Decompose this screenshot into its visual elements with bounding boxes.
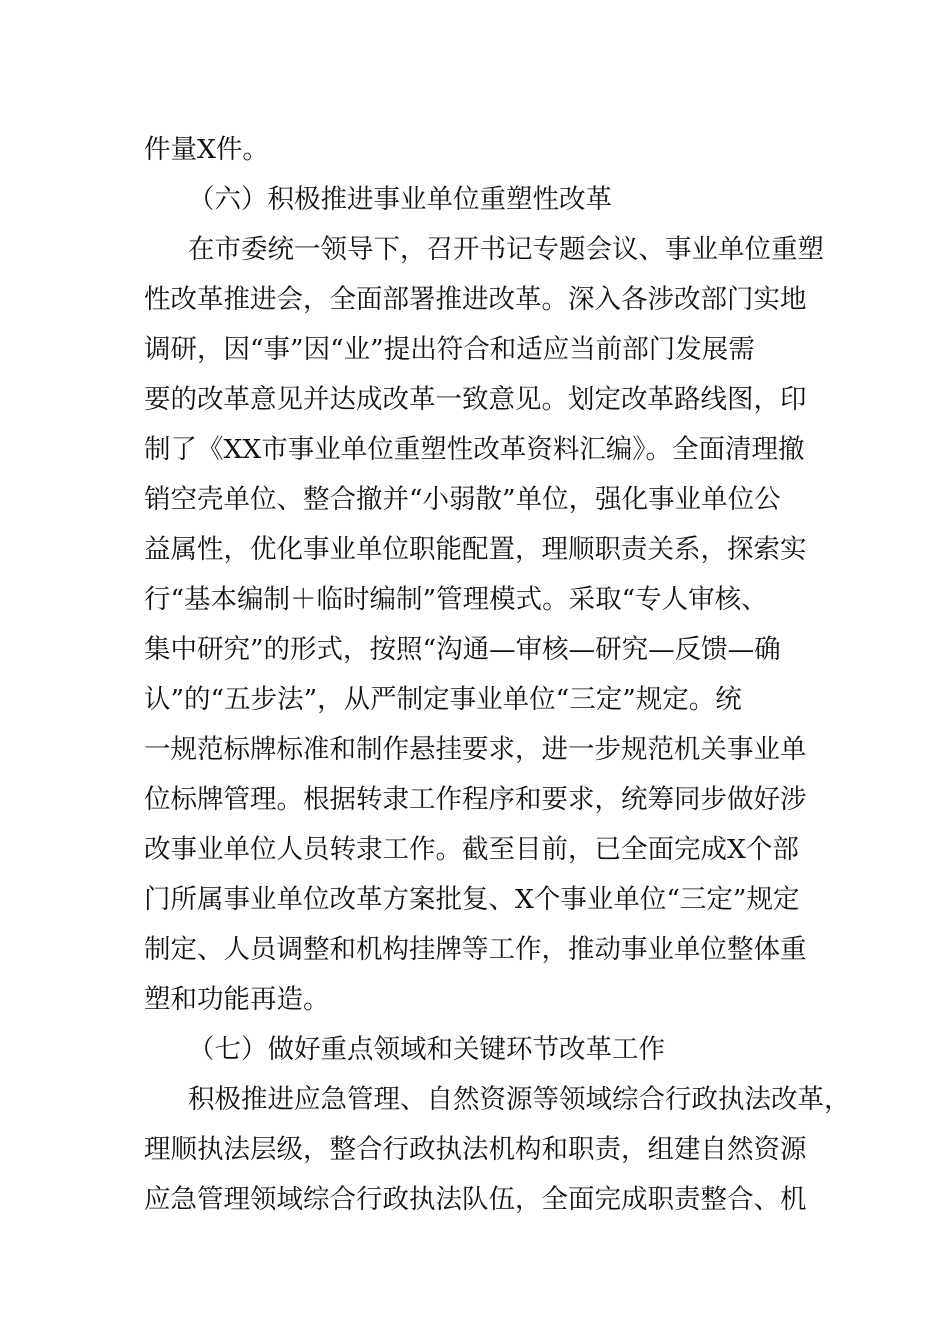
text-line: 一规范标牌标准和制作悬挂要求，进一步规范机关事业单 — [144, 734, 807, 765]
text-line: 要的改革意见并达成改革一致意见。划定改革路线图，印 — [144, 384, 807, 415]
text-line: 销空壳单位、整合撤并“小弱散”单位，强化事业单位公 — [144, 484, 781, 515]
text-line: 在市委统一领导下，召开书记专题会议、事业单位重塑 — [188, 234, 824, 265]
text-line: 益属性，优化事业单位职能配置，理顺职责关系，探索实 — [144, 534, 807, 565]
text-line: 制定、人员调整和机构挂牌等工作，推动事业单位整体重 — [144, 934, 807, 965]
text-line: 理顺执法层级，整合行政执法机构和职责，组建自然资源 — [144, 1134, 807, 1165]
text-line: 位标牌管理。根据转隶工作程序和要求，统筹同步做好涉 — [144, 784, 807, 815]
text-line: 认”的“五步法”，从严制定事业单位“三定”规定。统 — [144, 684, 742, 715]
section-heading: （七）做好重点领域和关键环节改革工作 — [188, 1034, 665, 1065]
text-line: 塑和功能再造。 — [144, 984, 330, 1015]
text-line: 改事业单位人员转隶工作。截至目前，已全面完成X个部 — [144, 834, 799, 865]
text-line: 行“基本编制＋临时编制”管理模式。采取“专人审核、 — [144, 584, 768, 615]
text-line: 集中研究”的形式，按照“沟通—审核—研究—反馈—确 — [144, 634, 781, 665]
text-line: 调研，因“事”因“业”提出符合和适应当前部门发展需 — [144, 334, 755, 365]
text-line: 制了《XX市事业单位重塑性改革资料汇编》。全面清理撤 — [144, 434, 805, 465]
text-line: 性改革推进会，全面部署推进改革。深入各涉改部门实地 — [144, 284, 807, 315]
text-line: 积极推进应急管理、自然资源等领域综合行政执法改革， — [188, 1084, 851, 1115]
text-line: 应急管理领域综合行政执法队伍，全面完成职责整合、机 — [144, 1184, 807, 1215]
text-line: 门所属事业单位改革方案批复、X个事业单位“三定”规定 — [144, 884, 800, 915]
section-heading: （六）积极推进事业单位重塑性改革 — [188, 184, 612, 215]
text-line: 件量X件。 — [144, 134, 269, 165]
